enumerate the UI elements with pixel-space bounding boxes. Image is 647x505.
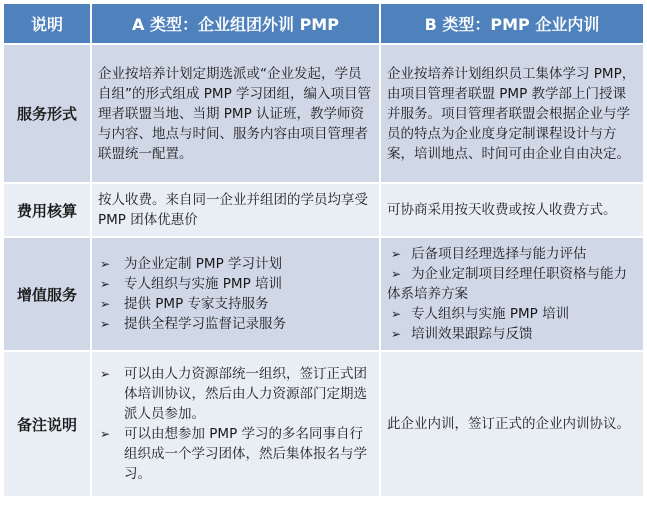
type-a-cell: 企业按培养计划定期选派或“企业发起，学员自组”的形式组成 PMP 学习团组，编入项目管理者联盟当地、当期 PMP 认证班，教学师资与内容、地点与时间、服务内容由项目管理者联盟统一配置。 [91, 44, 380, 183]
arrow-bullet-icon: ➢ [100, 427, 111, 441]
type-b-cell: 可协商采用按天收费或按人收费方式。 [380, 183, 644, 237]
list-item-text: 专人组织与实施 PMP 培训 [411, 306, 570, 322]
list-item [387, 264, 637, 304]
arrow-bullet-icon: ➢ [100, 317, 111, 331]
header-description: 说明 [3, 3, 91, 44]
arrow-bullet-icon: ➢ [100, 257, 111, 271]
row-value-added [3, 237, 644, 351]
list-item [98, 274, 373, 294]
list-item-text: 培训效果跟踪与反馈 [411, 326, 533, 342]
type-b-cell: 此企业内训，签订正式的企业内训协议。 [380, 351, 644, 497]
arrow-bullet-icon: ➢ [100, 297, 111, 311]
header-type-a: A 类型：企业组团外训 PMP [91, 3, 380, 44]
header-type-b: B 类型：PMP 企业内训 [380, 3, 644, 44]
arrow-bullet-icon: ➢ [391, 327, 402, 341]
row-fee [3, 183, 644, 237]
row-label: 备注说明 [3, 351, 91, 497]
bullet-list [387, 244, 637, 344]
list-item-text: 可以由人力资源部统一组织，签订正式团体培训协议，然后由人力资源部门定期选派人员参加。 [124, 366, 367, 422]
row-label: 增值服务 [3, 237, 91, 351]
comparison-table [2, 2, 645, 498]
list-item-text: 可以由想参加 PMP 学习的多名同事自行组织成一个学习团体，然后集体报名与学习。 [124, 426, 367, 482]
list-item [98, 424, 373, 484]
list-item-text: 提供 PMP 专家支持服务 [124, 296, 269, 312]
arrow-bullet-icon: ➢ [391, 247, 402, 261]
list-item [98, 294, 373, 314]
type-b-cell [380, 237, 644, 351]
list-item [98, 254, 373, 274]
list-item [387, 304, 637, 324]
type-b-cell: 企业按培养计划组织员工集体学习 PMP，由项目管理者联盟 PMP 教学部上门授课并服务。项目管理者联盟会根据企业与学员的特点为企业度身定制课程设计与方案，培训地点、时间可由企业自由决定。 [380, 44, 644, 183]
type-a-cell: 按人收费。来自同一企业并组团的学员均享受 PMP 团体优惠价 [91, 183, 380, 237]
list-item-text: 专人组织与实施 PMP 培训 [124, 276, 283, 292]
arrow-bullet-icon: ➢ [100, 367, 111, 381]
bullet-list [98, 254, 373, 334]
list-item-text: 为企业定制项目经理任职资格与能力体系培养方案 [387, 266, 628, 302]
arrow-bullet-icon: ➢ [391, 267, 402, 281]
row-label: 服务形式 [3, 44, 91, 183]
header-row [3, 3, 644, 44]
type-a-cell [91, 351, 380, 497]
list-item [98, 364, 373, 424]
bullet-list [98, 364, 373, 484]
list-item-text: 提供全程学习监督记录服务 [124, 316, 286, 332]
row-label: 费用核算 [3, 183, 91, 237]
list-item [98, 314, 373, 334]
list-item [387, 244, 637, 264]
arrow-bullet-icon: ➢ [100, 277, 111, 291]
row-remarks [3, 351, 644, 497]
list-item-text: 为企业定制 PMP 学习计划 [124, 256, 283, 272]
type-a-cell [91, 237, 380, 351]
list-item [387, 324, 637, 344]
arrow-bullet-icon: ➢ [391, 307, 402, 321]
list-item-text: 后备项目经理选择与能力评估 [411, 246, 587, 262]
row-service-form [3, 44, 644, 183]
